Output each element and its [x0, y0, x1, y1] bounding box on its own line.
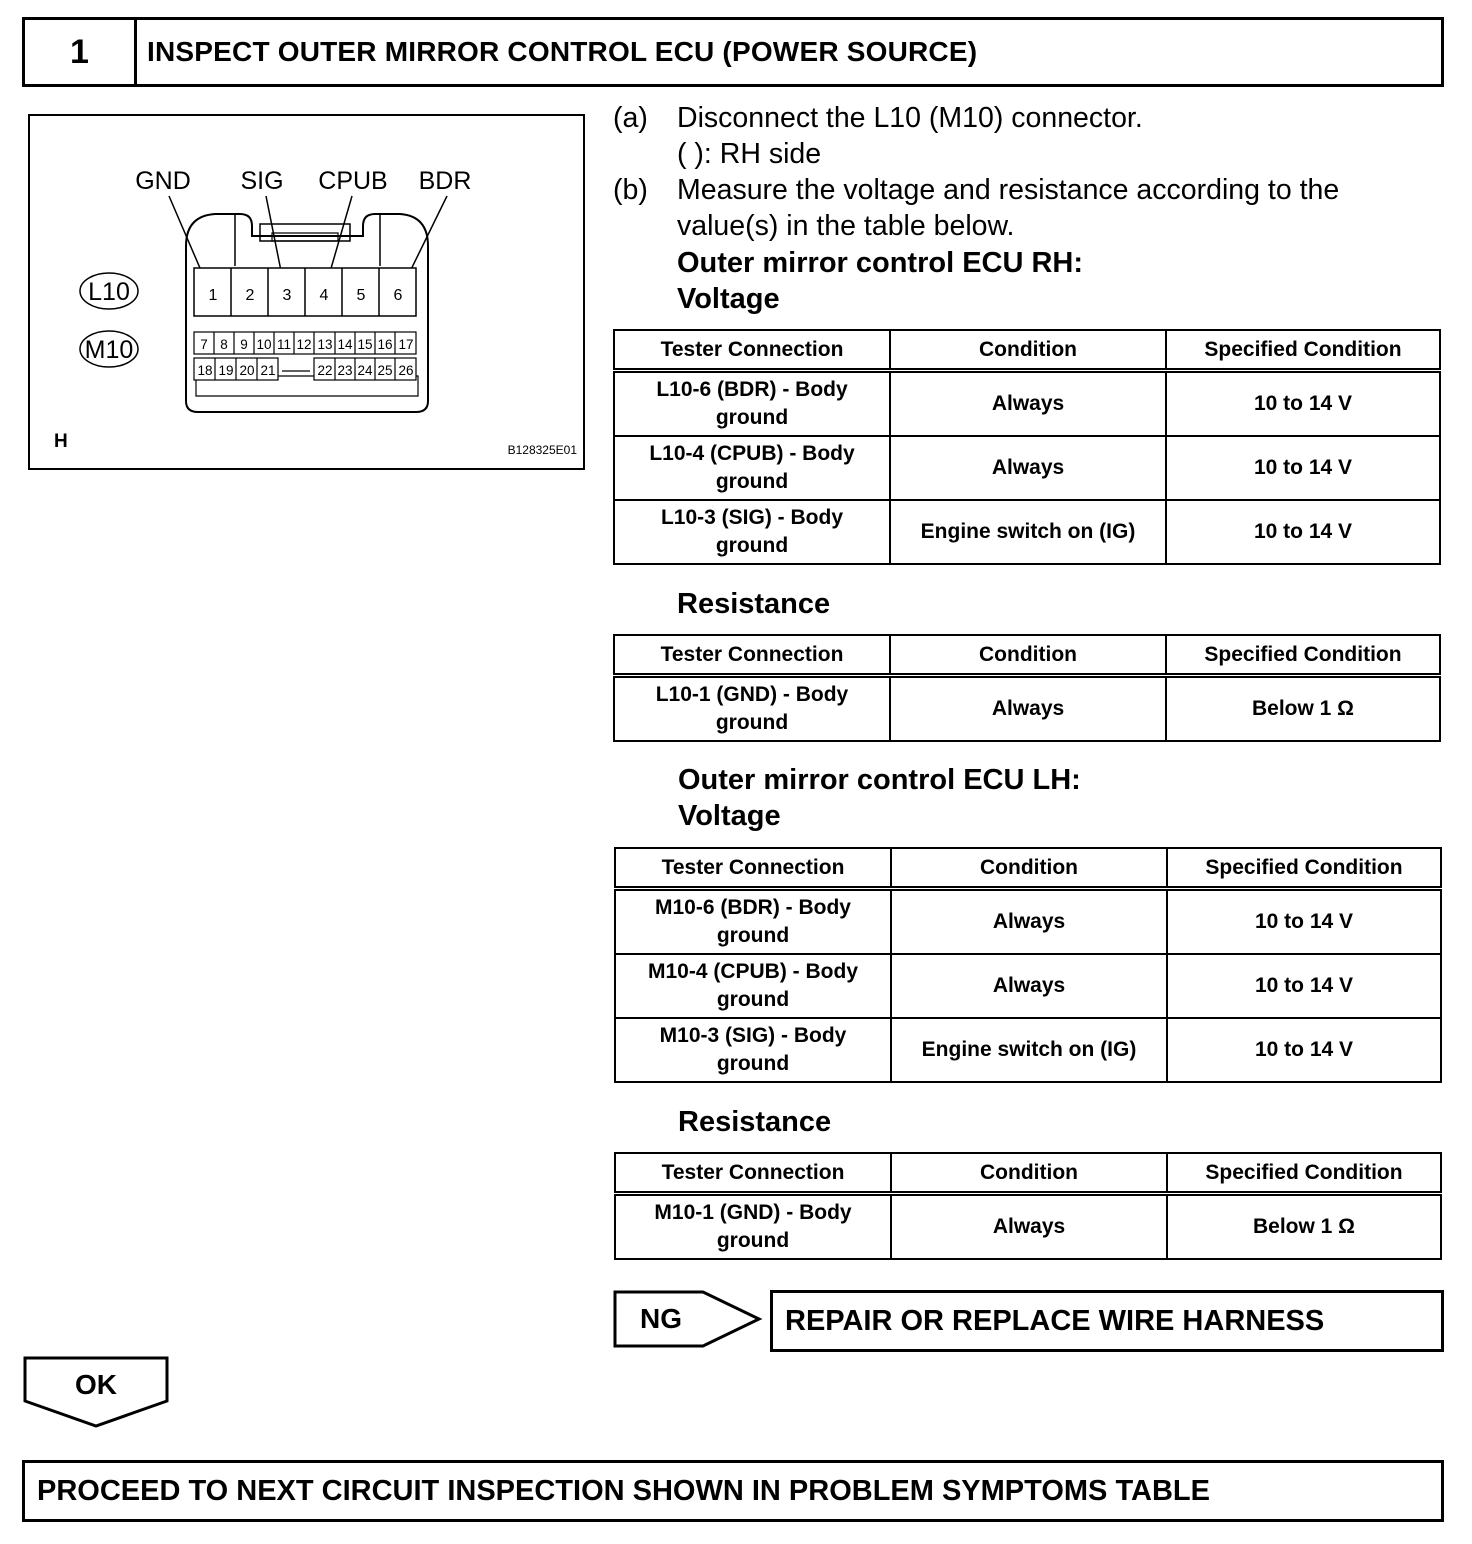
condition-cell: Always: [891, 1194, 1167, 1260]
table-row: [615, 1018, 1441, 1082]
specified-cell: 10 to 14 V: [1167, 889, 1441, 955]
step-header: [22, 17, 1444, 87]
pin-24: 24: [357, 363, 373, 378]
step-b-text-line2: value(s) in the table below.: [677, 210, 1015, 242]
header-condition: Condition: [891, 848, 1167, 889]
tester-connection-cell: M10-1 (GND) - Body ground: [615, 1194, 891, 1260]
rh-heading: Outer mirror control ECU RH:: [677, 247, 1084, 279]
table-row: [614, 676, 1440, 742]
ng-arrow-shape: [615, 1292, 759, 1346]
condition-cell: Engine switch on (IG): [890, 500, 1166, 564]
pin-7: 7: [200, 337, 208, 352]
table-row: [615, 1194, 1441, 1260]
bdr-label: BDR: [418, 167, 472, 195]
ng-action-box: [770, 1290, 1444, 1352]
ok-action-box: [22, 1460, 1444, 1522]
tester-connection-cell: L10-1 (GND) - Body ground: [614, 676, 890, 742]
pin-8: 8: [220, 337, 228, 352]
tester-connection-cell: L10-3 (SIG) - Body ground: [614, 500, 890, 564]
gnd-label: GND: [135, 167, 191, 195]
table-header-row: [614, 330, 1440, 371]
lh-voltage-label: Voltage: [678, 800, 781, 832]
ng-label: NG: [640, 1303, 682, 1334]
pin-21: 21: [260, 363, 276, 378]
rh-voltage-table: [613, 329, 1441, 565]
pin-11: 11: [276, 337, 292, 352]
header-tester-connection: Tester Connection: [614, 635, 890, 676]
specified-cell: Below 1 Ω: [1167, 1194, 1441, 1260]
tester-connection-cell: L10-4 (CPUB) - Body ground: [614, 436, 890, 500]
ok-arrow: [22, 1355, 172, 1431]
pin-5: 5: [356, 287, 366, 304]
header-tester-connection: Tester Connection: [615, 1153, 891, 1194]
step-a-text: Disconnect the L10 (M10) connector.: [677, 102, 1143, 134]
step-b-text-line1: Measure the voltage and resistance according to the: [677, 174, 1340, 206]
ng-action-text: REPAIR OR REPLACE WIRE HARNESS: [785, 1304, 1325, 1337]
lh-resistance-label: Resistance: [678, 1106, 832, 1138]
specified-cell: Below 1 Ω: [1166, 676, 1440, 742]
pin-9: 9: [240, 337, 248, 352]
cpub-label: CPUB: [318, 167, 388, 195]
pin-26: 26: [398, 363, 414, 378]
rh-resistance-table: [613, 634, 1441, 742]
specified-cell: 10 to 14 V: [1167, 1018, 1441, 1082]
step-number: 1: [25, 20, 137, 84]
m10-connector-id: M10: [84, 336, 134, 364]
specified-cell: 10 to 14 V: [1167, 954, 1441, 1018]
pin-16: 16: [377, 337, 393, 352]
header-condition: Condition: [890, 330, 1166, 371]
lh-voltage-table: [614, 847, 1442, 1083]
table-header-row: [615, 848, 1441, 889]
condition-cell: Always: [891, 889, 1167, 955]
pin-22: 22: [317, 363, 333, 378]
pin-15: 15: [357, 337, 373, 352]
pin-6: 6: [393, 287, 403, 304]
table-row: [615, 889, 1441, 955]
step-title: INSPECT OUTER MIRROR CONTROL ECU (POWER SOURCE): [147, 36, 978, 67]
pin-18: 18: [197, 363, 213, 378]
table-header-row: [614, 635, 1440, 676]
condition-cell: Always: [891, 954, 1167, 1018]
connector-diagram: [30, 116, 583, 468]
pin-10: 10: [256, 337, 272, 352]
header-condition: Condition: [890, 635, 1166, 676]
pin-17: 17: [398, 337, 414, 352]
table-row: [614, 371, 1440, 437]
header-specified-condition: Specified Condition: [1166, 635, 1440, 676]
step-a-marker: (a): [613, 102, 648, 134]
step-a-note: ( ): RH side: [677, 138, 822, 170]
header-specified-condition: Specified Condition: [1167, 1153, 1441, 1194]
tester-connection-cell: L10-6 (BDR) - Body ground: [614, 371, 890, 437]
figure-code: B128325E01: [507, 443, 577, 457]
pin-23: 23: [337, 363, 353, 378]
pin-19: 19: [218, 363, 234, 378]
ok-label: OK: [75, 1369, 117, 1400]
condition-cell: Always: [890, 436, 1166, 500]
pin-13: 13: [317, 337, 333, 352]
ok-action-text: PROCEED TO NEXT CIRCUIT INSPECTION SHOWN IN PROBLEM SYMPTOMS TABLE: [37, 1474, 1210, 1507]
table-header-row: [615, 1153, 1441, 1194]
rh-resistance-label: Resistance: [677, 588, 831, 620]
l10-connector-id: L10: [88, 278, 130, 306]
condition-cell: Always: [890, 371, 1166, 437]
table-row: [615, 954, 1441, 1018]
step-b-marker: (b): [613, 174, 648, 206]
header-specified-condition: Specified Condition: [1167, 848, 1441, 889]
specified-cell: 10 to 14 V: [1166, 436, 1440, 500]
pin-12: 12: [296, 337, 312, 352]
condition-cell: Always: [890, 676, 1166, 742]
specified-cell: 10 to 14 V: [1166, 500, 1440, 564]
header-tester-connection: Tester Connection: [614, 330, 890, 371]
rh-voltage-label: Voltage: [677, 283, 780, 315]
tester-connection-cell: M10-3 (SIG) - Body ground: [615, 1018, 891, 1082]
pin-25: 25: [377, 363, 393, 378]
pin-2: 2: [245, 287, 255, 304]
tester-connection-cell: M10-4 (CPUB) - Body ground: [615, 954, 891, 1018]
tester-connection-cell: M10-6 (BDR) - Body ground: [615, 889, 891, 955]
table-row: [614, 500, 1440, 564]
pin-3: 3: [282, 287, 292, 304]
lh-resistance-table: [614, 1152, 1442, 1260]
pin-4: 4: [319, 287, 329, 304]
connector-figure: [28, 114, 585, 470]
ng-arrow: [613, 1288, 765, 1350]
lh-heading: Outer mirror control ECU LH:: [678, 764, 1081, 796]
condition-cell: Engine switch on (IG): [891, 1018, 1167, 1082]
header-specified-condition: Specified Condition: [1166, 330, 1440, 371]
pin-20: 20: [239, 363, 255, 378]
specified-cell: 10 to 14 V: [1166, 371, 1440, 437]
table-row: [614, 436, 1440, 500]
pin-1: 1: [208, 287, 218, 304]
figure-corner-letter: H: [54, 431, 68, 452]
pin-14: 14: [337, 337, 353, 352]
sig-label: SIG: [240, 167, 284, 195]
header-tester-connection: Tester Connection: [615, 848, 891, 889]
header-condition: Condition: [891, 1153, 1167, 1194]
